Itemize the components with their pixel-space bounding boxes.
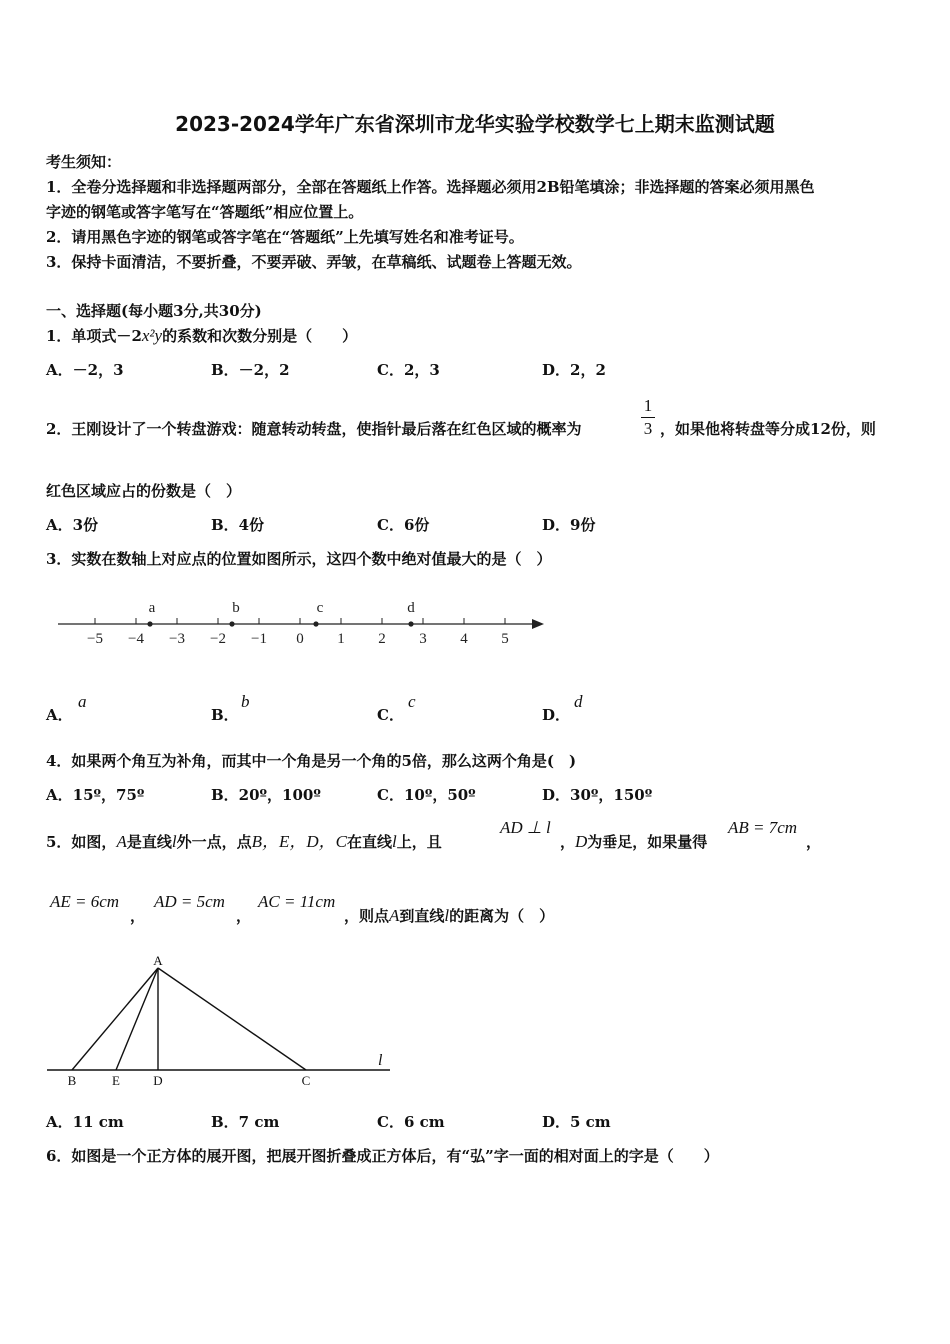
point-b-dot xyxy=(229,621,234,626)
q5-text: 为垂足，如果量得 xyxy=(587,833,708,851)
q3-option-b-label[interactable]: B． xyxy=(211,706,239,724)
q3-option-b-var[interactable]: b xyxy=(241,692,250,711)
q1-option-d[interactable]: D．2，2 xyxy=(542,361,606,379)
q5-option-d[interactable]: D．5 cm xyxy=(542,1113,611,1131)
q4-option-c[interactable]: C．10º，50º xyxy=(377,786,476,804)
q2-option-d[interactable]: D．9份 xyxy=(542,516,596,534)
q5-var-d: D xyxy=(575,832,588,851)
q5-ac-expr: AC = 11cm xyxy=(258,892,336,911)
q5-var-a: A xyxy=(116,832,127,851)
q5-text: 的距离为（ ） xyxy=(449,907,555,925)
q1-variable: x²y xyxy=(141,326,163,345)
number-line-arrow xyxy=(532,619,544,629)
section-heading: 一、选择题(每小题3分,共30分) xyxy=(46,302,262,320)
question-2-stem-c: 红色区域应占的份数是（ ） xyxy=(46,482,242,500)
fraction-numerator: 1 xyxy=(643,396,653,415)
point-c-dot xyxy=(313,621,318,626)
q5-option-c[interactable]: C．6 cm xyxy=(377,1113,445,1131)
tick-label: −4 xyxy=(128,631,144,647)
q3-option-a-var[interactable]: a xyxy=(78,692,87,711)
tick-label: 1 xyxy=(337,631,345,647)
fraction-bar xyxy=(641,417,655,418)
probability-fraction xyxy=(641,396,655,439)
question-1-stem xyxy=(46,326,357,346)
tick-label: −1 xyxy=(251,631,267,647)
q3-option-d-var[interactable]: d xyxy=(574,692,583,711)
segment-ab xyxy=(72,968,158,1070)
q5-comma: ， xyxy=(806,833,822,851)
vertex-a-label: A xyxy=(153,953,163,968)
question-6-stem: 6．如图是一个正方体的展开图，把展开图折叠成正方体后，有“弘”字一面的相对面上的字是（ ） xyxy=(46,1147,719,1165)
q4-option-d[interactable]: D．30º，150º xyxy=(542,786,653,804)
q1-option-a[interactable]: A．－2，3 xyxy=(46,361,124,379)
tick-label: 4 xyxy=(460,631,468,647)
tick-label: −3 xyxy=(169,631,185,647)
tick-label: 3 xyxy=(419,631,427,647)
q2-option-c[interactable]: C．6份 xyxy=(377,516,430,534)
q5-text: 在直线 xyxy=(346,833,392,851)
q3-option-a-label[interactable]: A． xyxy=(46,706,73,724)
point-c-label: c xyxy=(316,600,324,616)
point-d-dot xyxy=(408,621,413,626)
q1-option-c[interactable]: C．2，3 xyxy=(377,361,440,379)
page-title: 2023-2024学年广东省深圳市龙华实验学校数学七上期末监测试题 xyxy=(175,112,775,136)
q1-option-b[interactable]: B．－2，2 xyxy=(211,361,290,379)
q5-ab-expr: AB = 7cm xyxy=(728,818,798,837)
tick-label: 5 xyxy=(501,631,509,647)
fraction-denominator: 3 xyxy=(643,419,653,438)
notice-heading: 考生须知： xyxy=(46,153,122,171)
q5-var-l: l xyxy=(444,906,450,925)
q4-option-a[interactable]: A．15º，75º xyxy=(46,786,145,804)
question-2-stem-b: ，如果他将转盘等分成12份，则 xyxy=(660,420,876,438)
point-a-label: a xyxy=(148,600,156,616)
tick-label: 2 xyxy=(378,631,386,647)
question-5-stem-line1 xyxy=(46,832,442,852)
q3-option-c-label[interactable]: C． xyxy=(377,706,404,724)
question-3-stem: 3．实数在数轴上对应点的位置如图所示，这四个数中绝对值最大的是（ ） xyxy=(46,550,552,568)
number-line-figure xyxy=(0,590,560,660)
point-b-label: b xyxy=(232,600,240,616)
tick-label: −2 xyxy=(210,631,226,647)
notice-line-1a: 1．全卷分选择题和非选择题两部分，全部在答题纸上作答。选择题必须用2B铅笔填涂；非选择题的答案必须用黑色 xyxy=(46,178,815,196)
question-2-stem-a: 2．王刚设计了一个转盘游戏：随意转动转盘，使指针最后落在红色区域的概率为 xyxy=(46,420,582,438)
q1-suffix: 的系数和次数分别是（ ） xyxy=(162,327,358,345)
q4-option-b[interactable]: B．20º，100º xyxy=(211,786,321,804)
q5-var-a: A xyxy=(389,906,400,925)
q5-comma: ， xyxy=(236,907,252,925)
point-d-label: D xyxy=(153,1073,163,1088)
q2-option-b[interactable]: B．4份 xyxy=(211,516,265,534)
q3-option-c-var[interactable]: c xyxy=(408,692,416,711)
q5-var-l: l xyxy=(392,832,397,851)
q5-text: ， xyxy=(560,833,576,851)
notice-line-2: 2．请用黑色字迹的钢笔或答字笔在“答题纸”上先填写姓名和准考证号。 xyxy=(46,228,524,246)
q5-var-l: l xyxy=(171,832,177,851)
triangle-figure xyxy=(0,950,400,1095)
question-4-stem: 4．如果两个角互为补角，而其中一个角是另一个角的5倍，那么这两个角是( ) xyxy=(46,752,577,770)
q5-text: 到直线 xyxy=(399,907,445,925)
q3-option-d-label[interactable]: D． xyxy=(542,706,571,724)
point-a-dot xyxy=(147,621,152,626)
q1-prefix: 1．单项式－2 xyxy=(46,327,142,345)
q5-text: 5．如图， xyxy=(46,833,117,851)
q5-text: 外一点，点 xyxy=(176,833,252,851)
point-b-label: B xyxy=(67,1073,77,1088)
tick-label: −5 xyxy=(87,631,103,647)
q5-option-b[interactable]: B．7 cm xyxy=(211,1113,280,1131)
tick-label: 0 xyxy=(296,631,304,647)
q5-text: 上，且 xyxy=(396,833,442,851)
q5-text: 是直线 xyxy=(126,833,172,851)
line-l-label: l xyxy=(378,1052,383,1069)
point-e-label: E xyxy=(112,1073,120,1088)
segment-ae xyxy=(116,968,158,1070)
notice-line-1b: 字迹的钢笔或答字笔写在“答题纸”相应位置上。 xyxy=(46,203,364,221)
notice-line-3: 3．保持卡面清洁，不要折叠，不要弄破、弄皱，在草稿纸、试题卷上答题无效。 xyxy=(46,253,582,271)
point-d-label: d xyxy=(407,600,415,616)
q5-ae-expr: AE = 6cm xyxy=(50,892,120,911)
segment-ac xyxy=(158,968,306,1070)
q2-option-a[interactable]: A．3份 xyxy=(46,516,99,534)
q5-text: ，则点 xyxy=(344,907,390,925)
q5-points: B，E，D，C xyxy=(251,832,347,851)
question-5-stem-line1b xyxy=(560,832,707,852)
point-c-label: C xyxy=(301,1073,311,1088)
question-5-stem-line2 xyxy=(344,906,554,926)
q5-comma: ， xyxy=(130,907,146,925)
q5-ad-expr: AD = 5cm xyxy=(154,892,225,911)
q5-option-a[interactable]: A．11 cm xyxy=(46,1113,124,1131)
q5-perpendicular-expr: AD ⊥ l xyxy=(500,818,551,837)
